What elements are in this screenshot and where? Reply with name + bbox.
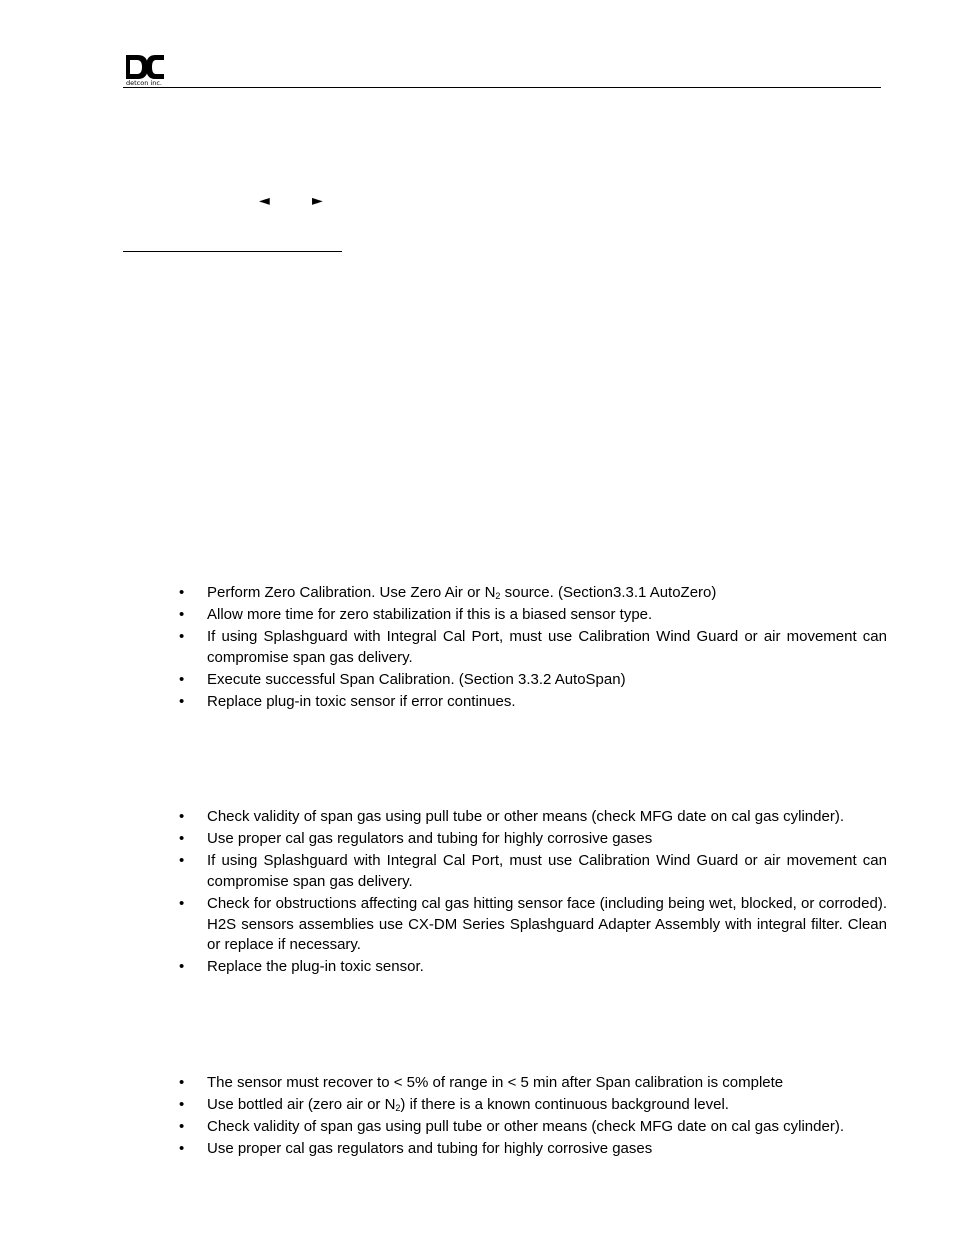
item-text: Check for obstructions affecting cal gas hitting sensor face (including being wet, blocked, or corroded). H2S sensors assemblies use CX-DM Series Splashguard Adapter Assembly with integral filter. Clean or replace if necessary. [207, 894, 887, 954]
list-item [179, 583, 887, 604]
item-text: Check validity of span gas using pull tube or other means (check MFG date on cal gas cylinder). [207, 1117, 844, 1135]
list-item [179, 605, 887, 626]
bullet-icon: • [179, 627, 185, 645]
item-text: If using Splashguard with Integral Cal Port, must use Calibration Wind Guard or air movement can compromise span gas delivery. [207, 627, 887, 666]
item-text: Replace plug-in toxic sensor if error continues. [207, 692, 516, 710]
item-text: Use proper cal gas regulators and tubing for highly corrosive gases [207, 829, 653, 847]
item-text: If using Splashguard with Integral Cal Port, must use Calibration Wind Guard or air movement can compromise span gas delivery. [207, 851, 887, 890]
item-text: Check validity of span gas using pull tube or other means (check MFG date on cal gas cylinder). [207, 808, 844, 825]
list-item [179, 692, 887, 713]
span-fault-bullet-list [179, 807, 887, 979]
list-item [179, 1117, 887, 1138]
bullet-icon: • [179, 829, 185, 847]
subscript: 2 [495, 591, 501, 601]
list-item [179, 1073, 887, 1094]
list-item [179, 1095, 887, 1116]
zero-fault-bullet-list [179, 583, 887, 714]
bullet-icon: • [179, 670, 185, 688]
logo-text: detcon inc. [126, 79, 162, 87]
bullet-icon: • [179, 584, 185, 601]
header-rule [123, 87, 881, 88]
list-item [179, 851, 887, 893]
list-item [179, 829, 887, 850]
section-underline [123, 251, 342, 252]
bullet-icon: • [179, 1117, 185, 1135]
bullet-icon: • [179, 808, 185, 825]
clearing-fault-bullet-list [179, 1073, 887, 1161]
bullet-icon: • [179, 958, 185, 976]
item-text: Execute successful Span Calibration. (Section 3.3.2 AutoSpan) [207, 670, 626, 688]
item-text: Replace the plug-in toxic sensor. [207, 958, 424, 976]
item-text-cont: ) if there is a known continuous background level. [400, 1095, 729, 1113]
item-text: The sensor must recover to < 5% of range in < 5 min after Span calibration is complete [207, 1074, 784, 1091]
right-arrow-icon: ► [312, 193, 323, 209]
list-item [179, 957, 887, 978]
bullet-icon: • [179, 894, 185, 912]
bullet-icon: • [179, 1095, 185, 1113]
list-item [179, 627, 887, 669]
detcon-logo-mark [124, 54, 168, 80]
left-arrow-icon: ◄ [259, 193, 270, 209]
item-text: Allow more time for zero stabilization if this is a biased sensor type. [207, 605, 653, 623]
list-item [179, 1139, 887, 1160]
bullet-icon: • [179, 692, 185, 710]
bullet-icon: • [179, 1074, 185, 1091]
bullet-icon: • [179, 605, 185, 623]
item-text: Use bottled air (zero air or N [207, 1095, 396, 1113]
bullet-icon: • [179, 851, 185, 869]
list-item [179, 894, 887, 956]
list-item [179, 670, 887, 691]
subscript: 2 [395, 1102, 401, 1113]
item-text: Use proper cal gas regulators and tubing for highly corrosive gases [207, 1139, 653, 1157]
item-text-cont: source. (Section3.3.1 AutoZero) [500, 584, 717, 601]
list-item [179, 807, 887, 828]
item-text: Perform Zero Calibration. Use Zero Air or N [207, 584, 496, 601]
bullet-icon: • [179, 1139, 185, 1157]
